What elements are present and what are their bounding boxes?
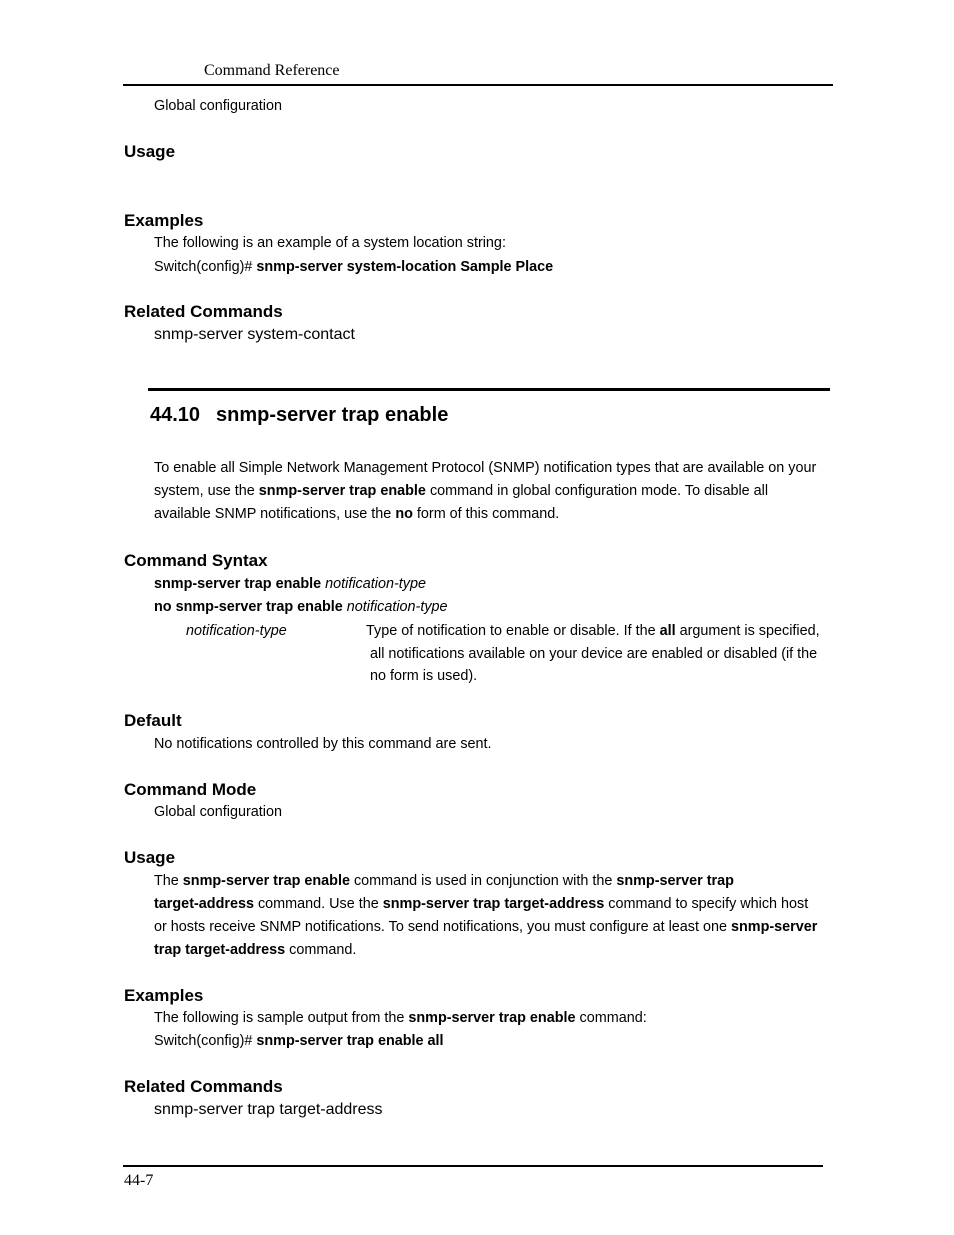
related-commands-heading: Related Commands [124, 1077, 283, 1096]
prev-example-intro: The following is an example of a system location string: [154, 235, 506, 251]
example-intro [154, 1007, 647, 1030]
usage-cmd: snmp-server trap enable [182, 873, 350, 889]
syntax-line-1 [154, 573, 426, 596]
related-command: snmp-server trap target-address [154, 1101, 383, 1118]
usage-cmd: trap target-address [154, 942, 286, 958]
prev-related-command: snmp-server system-contact [154, 326, 355, 343]
example-prompt: Switch(config)# [154, 1033, 257, 1049]
usage-line-2 [154, 893, 834, 916]
param-desc-text: Type of notification to enable or disable. If the [366, 623, 660, 639]
usage-text-run: command to specify which host [604, 896, 809, 912]
section-number: 44.10 [150, 404, 201, 426]
default-text: No notifications controlled by this command are sent. [154, 736, 492, 752]
usage-line-1 [154, 870, 834, 893]
usage-cmd: snmp-server trap [616, 873, 734, 889]
example-cmd-ref: snmp-server trap enable [408, 1010, 576, 1026]
intro-text: system, use the [154, 483, 259, 499]
param-all-keyword: all [659, 623, 676, 639]
syntax-line-2 [154, 596, 448, 619]
intro-text: form of this command. [412, 506, 560, 522]
example-command [154, 1030, 444, 1053]
example-text: command: [575, 1010, 647, 1026]
usage-cmd: snmp-server [731, 919, 818, 935]
usage-heading: Usage [124, 848, 176, 867]
page-number: 44-7 [124, 1172, 154, 1189]
examples-heading: Examples [124, 986, 204, 1005]
prev-example-command [154, 256, 553, 279]
command-syntax-heading: Command Syntax [124, 551, 268, 570]
syntax-arg: notification-type [325, 576, 426, 592]
param-desc-line-1 [366, 620, 830, 643]
prev-usage-heading: Usage [124, 142, 176, 161]
intro-line-1: To enable all Simple Network Management Protocol (SNMP) notification types that are available on your [154, 460, 817, 476]
section-title [150, 404, 448, 427]
param-name: notification-type [186, 623, 287, 639]
command-mode-heading: Command Mode [124, 780, 257, 799]
intro-line-2 [154, 480, 834, 503]
prev-example-prompt: Switch(config)# [154, 259, 257, 275]
usage-text-run: or hosts receive SNMP notifications. To send notifications, you must configure at least one [154, 919, 731, 935]
param-desc-text: argument is specified, [675, 623, 820, 639]
footer-rule [123, 1165, 823, 1167]
intro-text: available SNMP notifications, use the [154, 506, 396, 522]
usage-line-3 [154, 916, 834, 939]
intro-no-keyword: no [395, 506, 413, 522]
command-mode-text: Global configuration [154, 804, 282, 820]
param-description [366, 620, 830, 688]
usage-text [154, 870, 834, 962]
prev-examples-heading: Examples [124, 211, 204, 230]
usage-text-run: The [154, 873, 183, 889]
syntax-cmd: no snmp-server trap enable [154, 599, 347, 615]
section-title-text: snmp-server trap enable [216, 404, 449, 426]
header-rule [123, 84, 833, 86]
prev-command-mode-value: Global configuration [154, 98, 282, 114]
prev-example-cmd: snmp-server system-location Sample Place [256, 259, 554, 275]
param-desc-line-3: no form is used). [370, 668, 478, 684]
syntax-cmd: snmp-server trap enable [154, 576, 326, 592]
section-intro [154, 457, 834, 526]
syntax-arg: notification-type [346, 599, 448, 615]
default-heading: Default [124, 711, 182, 730]
intro-line-3 [154, 503, 834, 526]
usage-text-run: command. [285, 942, 357, 958]
section-rule [148, 388, 830, 391]
page-header-title: Command Reference [204, 62, 340, 79]
example-text: The following is sample output from the [154, 1010, 409, 1026]
prev-related-heading: Related Commands [124, 302, 283, 321]
usage-cmd: target-address [154, 896, 254, 912]
intro-text: command in global configuration mode. To disable all [425, 483, 769, 499]
intro-cmd: snmp-server trap enable [258, 483, 426, 499]
usage-text-run: command is used in conjunction with the [349, 873, 617, 889]
usage-text-run: command. Use the [253, 896, 383, 912]
usage-line-4 [154, 939, 834, 962]
usage-cmd: snmp-server trap target-address [382, 896, 605, 912]
param-desc-line-2: all notifications available on your device are enabled or disabled (if the [370, 645, 818, 662]
example-cmd: snmp-server trap enable all [256, 1033, 444, 1049]
